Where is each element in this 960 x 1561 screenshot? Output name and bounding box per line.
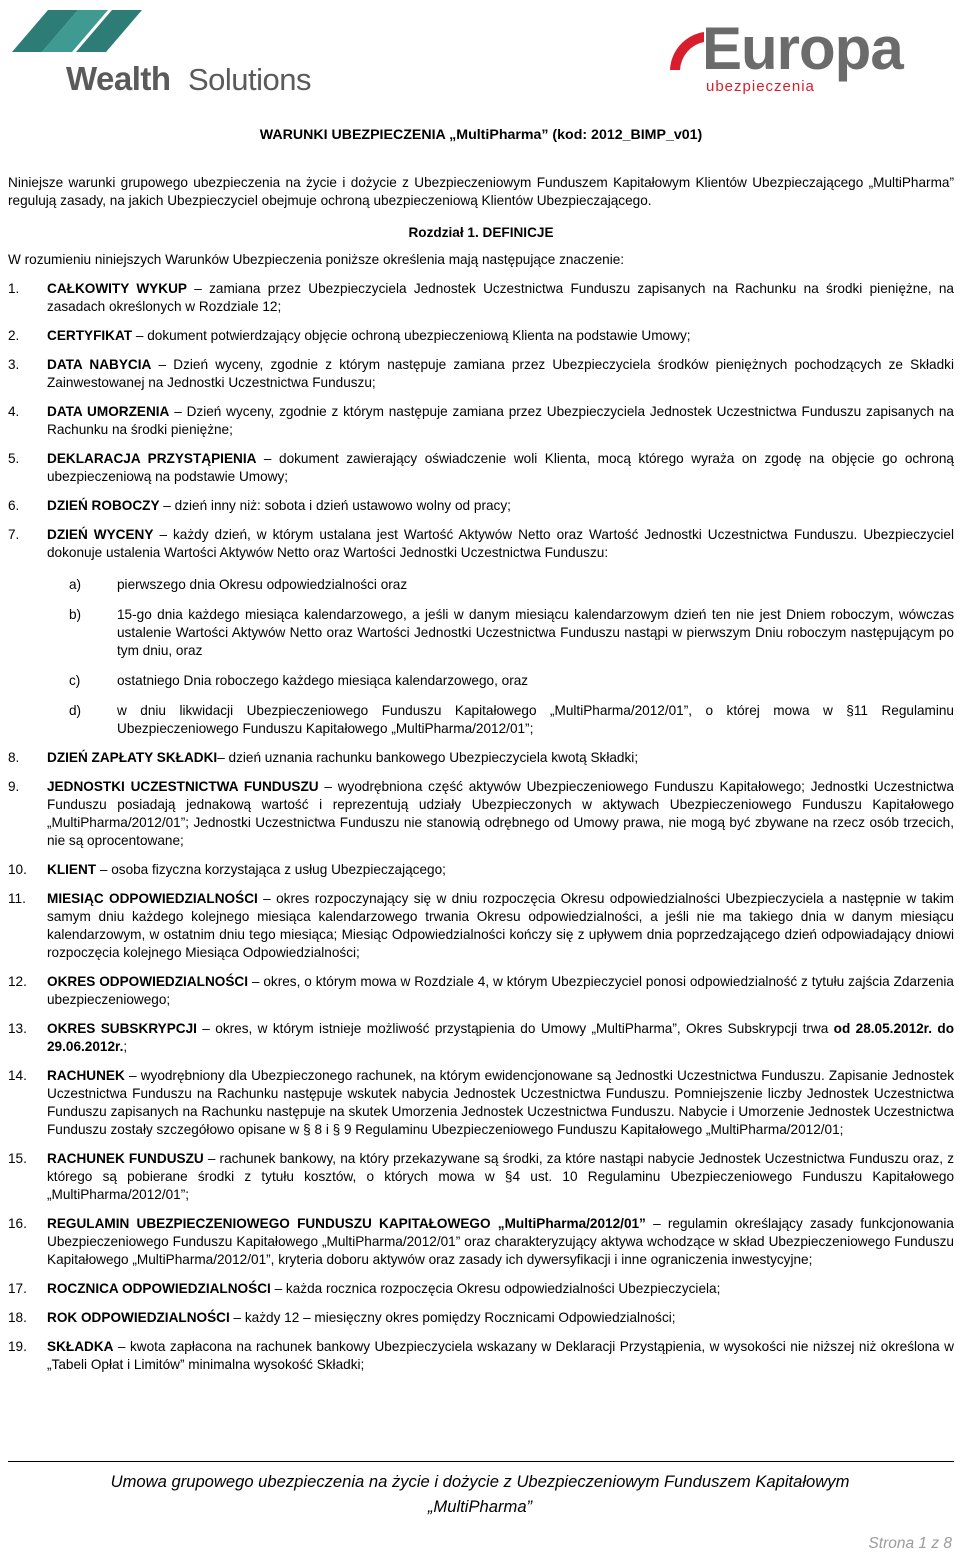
definition-body [47,1309,954,1327]
definition-body [47,973,954,1009]
definition-item [8,1215,954,1269]
definition-term: SKŁADKA [47,1339,114,1354]
document-body [8,126,954,1385]
definition-term: ROK ODPOWIEDZIALNOŚCI [47,1310,230,1325]
definition-subitem [69,702,954,738]
definition-text: – wyodrębniony dla Ubezpieczonego rachunek, na którym ewidencjonowane są Jednostki Uczestnictwa Funduszu. Zapisanie Jednostek Uczestnictwa Funduszu na Rachunku następuje wskutek nabycia Jednostek Uczestnictwa Funduszu. Pomniejszenie liczby Jednostek Uczestnictwa Funduszu zapisanych na Rachunku następuje na skutek Umorzenia Jednostek Uczestnictwa Funduszu. Nabycie i Umorzenie Jednostek Uczestnictwa Funduszu zostały szczegółowo opisane w § 8 i § 9 Regulaminu Ubezpieczeniowego Funduszu Kapitałowego „MultiPharma/2012/01; [47,1068,954,1137]
definition-text: – każdy dzień, w którym ustalana jest Wartość Aktywów Netto oraz Wartość Jednostki Uczestnictwa Funduszu. Ubezpieczyciel dokonuje ustalenia Wartości Aktywów Netto oraz Wartości Jednostki Uczestnictwa Funduszu: [47,527,954,560]
definition-term: JEDNOSTKI UCZESTNICTWA FUNDUSZU [47,779,319,794]
definition-body [47,526,954,738]
definition-body [47,1067,954,1139]
subitem-label: c) [69,673,81,688]
definition-number: 13. [8,1021,27,1036]
logo-wealth-text: Wealth [66,60,171,97]
definition-number: 1. [8,281,20,296]
page-number: Strona 1 z 8 [868,1535,952,1552]
intro-paragraph: Niniejsze warunki grupowego ubezpieczenia na życie i dożycie z Ubezpieczeniowym Funduszem Kapitałowym Klientów Ubezpieczającego „MultiPharma” regulują zasady, na jakich Ubezpieczyciel obejmuje ochroną ubezpieczeniową Klientów Ubezpieczającego. [8,175,954,208]
logo-solutions-text: Solutions [188,62,312,97]
subitem-text: ostatniego Dnia roboczego każdego miesiąca kalendarzowego, oraz [117,673,529,688]
definition-number: 14. [8,1068,27,1083]
definition-number: 2. [8,328,20,343]
definition-number: 11. [8,891,26,906]
definition-item [8,890,954,962]
definition-number: 18. [8,1310,27,1325]
definition-text: – każda rocznica rozpoczęcia Okresu odpowiedzialności Ubezpieczyciela; [270,1281,721,1296]
definition-item [8,778,954,850]
footer [0,1469,960,1519]
definition-number: 16. [8,1216,27,1231]
definition-text: – wyodrębniona część aktywów Ubezpieczeniowego Funduszu Kapitałowego; Jednostki Uczestnictwa Funduszu posiadają jednakową wartość i reprezentują udziały Ubezpieczonych w aktywach Ubezpieczeniowego Funduszu Kapitałowego „MultiPharma/2012/01”; Jednostki Uczestnictwa Funduszu nie stanowią odrębnego od Umowy prawa, nie mogą być zbywane na rzecz osób trzecich, nie są oprocentowane; [47,779,954,848]
definition-text: – Dzień wyceny, zgodnie z którym następuje zamiana przez Ubezpieczyciela Jednostek Uczestnictwa Funduszu zapisanych na Rachunku na środki pieniężne; [47,404,954,437]
definition-item [8,280,954,316]
definition-term: CAŁKOWITY WYKUP [47,281,187,296]
definition-number: 4. [8,404,20,419]
definition-text: – rachunek bankowy, na który przekazywane są środki, za które nastąpi nabycie Jednostek Uczestnictwa Funduszu oraz, z którego są pobierane środki z tytułu kosztów, o których mowa w §4 ust. 10 Regulaminu Ubezpieczeniowego Funduszu Kapitałowego „MultiPharma/2012/01”; [47,1151,955,1202]
definition-body [47,327,954,345]
definition-number: 6. [8,498,20,513]
definition-item [8,327,954,345]
definition-item [8,1150,954,1204]
definition-body [47,280,954,316]
logo-europa-subtitle: ubezpieczenia [706,78,815,95]
definition-item [8,861,954,879]
definition-text: – dzień uznania rachunku bankowego Ubezpieczyciela kwotą Składki; [217,750,639,765]
subitem-text: pierwszego dnia Okresu odpowiedzialności oraz [117,577,408,592]
definition-text: – okres, o którym mowa w Rozdziale 4, w którym Ubezpieczyciel ponosi odpowiedzialność z tytułu zajścia Zdarzenia ubezpieczeniowego; [47,974,954,1007]
definition-term: RACHUNEK FUNDUSZU [47,1151,204,1166]
definition-item [8,749,954,767]
definition-item [8,973,954,1009]
definition-term: MIESIĄC ODPOWIEDZIALNOŚCI [47,891,258,906]
definition-text: – okres rozpoczynający się w dniu rozpoczęcia Okresu odpowiedzialności Ubezpieczyciela a następnie w takim samym dniu każdego kolejnego miesiąca kalendarzowego trwania Okresu odpowiedzialności, a jeśli nie ma takiego dnia w danym miesiącu kalendarzowym, w ostatnim dniu tego miesiąca; Miesiąc Odpowiedzialności kończy się z upływem dnia poprzedzającego dzień odpowiadający dniowi rozpoczęcia kolejnego Miesiąca Odpowiedzialności; [47,891,954,960]
definition-text: – zamiana przez Ubezpieczyciela Jednostek Uczestnictwa Funduszu zapisanych na Rachunku na środki pieniężne, na zasadach określonych w Rozdziale 12; [47,281,954,314]
definition-text: – dokument zawierający oświadczenie woli Klienta, mocą którego wyraża on zgodę na objęcie go ochroną ubezpieczeniową na podstawie Umowy; [47,451,954,484]
footer-line-1: Umowa grupowego ubezpieczenia na życie i dożycie z Ubezpieczeniowym Funduszem Kapitałowym [110,1472,850,1491]
definition-text: – osoba fizyczna korzystająca z usług Ubezpieczającego; [96,862,446,877]
definition-number: 7. [8,527,20,542]
definition-term: DATA NABYCIA [47,357,152,372]
chapter-heading: Rozdział 1. DEFINICJE [408,225,554,240]
europa-arc-icon [670,32,704,70]
definition-number: 10. [8,862,27,877]
definition-term: OKRES SUBSKRYPCJI [47,1021,197,1036]
definition-term: CERTYFIKAT [47,328,133,343]
subitem-text: 15-go dnia każdego miesiąca kalendarzowego, a jeśli w danym miesiącu kalendarzowym dzień ten nie jest Dniem roboczym, wówczas ustalenie Wartości Aktywów Netto oraz Wartości Jednostki Uczestnictwa Funduszu nastąpi w pierwszym Dniu roboczym następującym po tym dniu, oraz [117,607,954,658]
definition-number: 17. [8,1281,27,1296]
footer-divider [8,1461,954,1462]
subitem-label: b) [69,607,82,622]
definition-body [47,497,954,515]
definition-text: – kwota zapłacona na rachunek bankowy Ubezpieczyciela wskazany w Deklaracji Przystąpienia, w wysokości nie niższej niż określona w „Tabeli Opłat i Limitów” minimalna wysokość Składki; [47,1339,954,1372]
definition-body [47,356,954,392]
definition-item [8,450,954,486]
subitem-label: a) [69,577,82,592]
definitions-lead: W rozumieniu niniejszych Warunków Ubezpieczenia poniższe określenia mają następujące znaczenie: [8,252,625,267]
definition-item [8,1280,954,1298]
definition-text: – dzień inny niż: sobota i dzień ustawowo wolny od pracy; [159,498,511,513]
definition-subitem [69,672,954,690]
definition-item [8,356,954,392]
definition-number: 5. [8,451,20,466]
definition-number: 15. [8,1151,27,1166]
definition-body [47,1280,954,1298]
definitions-list [8,280,954,1374]
definition-item [8,1309,954,1327]
definition-subitem [69,576,954,594]
definition-number: 8. [8,750,20,765]
definition-subitem [69,606,954,660]
definition-term: REGULAMIN UBEZPIECZENIOWEGO FUNDUSZU KAPITAŁOWEGO „MultiPharma/2012/01” [47,1216,646,1231]
definition-number: 12. [8,974,27,989]
definition-bold-tail: od 28.05.2012r. do 29.06.2012r. [47,1021,955,1054]
definition-body [47,1215,954,1269]
definition-item [8,497,954,515]
definition-term: OKRES ODPOWIEDZIALNOŚCI [47,974,249,989]
footer-line-2: „MultiPharma” [427,1497,533,1516]
definition-body [47,778,954,850]
definition-item [8,1020,954,1056]
definition-term: DZIEŃ ZAPŁATY SKŁADKI [47,750,218,765]
definition-item [8,1067,954,1139]
definition-item [8,403,954,439]
definition-body [47,1020,954,1056]
definition-term: DZIEŃ ROBOCZY [47,498,160,513]
definition-body [47,749,954,767]
definition-term: DEKLARACJA PRZYSTĄPIENIA [47,451,257,466]
definition-body [47,1150,954,1204]
definition-term: KLIENT [47,862,97,877]
definition-text: – regulamin określający zasady funkcjonowania Ubezpieczeniowego Funduszu Kapitałowego „MultiPharma/2012/01” oraz charakteryzujący aktywa wchodzące w skład Ubezpieczeniowego Funduszu Kapitałowego „MultiPharma/2012/01”, kryteria doboru aktywów oraz zasady ich dywersyfikacji i inne ograniczenia inwestycyjne; [47,1216,954,1267]
definition-tail: ; [123,1039,128,1054]
definition-number: 9. [8,779,20,794]
definition-body [47,890,954,962]
definition-term: RACHUNEK [47,1068,125,1083]
definition-text: – każdy 12 – miesięczny okres pomiędzy Rocznicami Odpowiedzialności; [229,1310,676,1325]
definition-body [47,861,954,879]
document-title: WARUNKI UBEZPIECZENIA „MultiPharma” (kod: 2012_BIMP_v01) [259,127,703,143]
definition-text: – okres, w którym istnieje możliwość przystąpienia do Umowy „MultiPharma”, Okres Subskrypcji trwa [196,1021,834,1036]
definition-term: DATA UMORZENIA [47,404,170,419]
logo-europa-text: Europa [702,15,903,82]
subitem-text: w dniu likwidacji Ubezpieczeniowego Funduszu Kapitałowego „MultiPharma/2012/01”, o której mowa w §11 Regulaminu Ubezpieczeniowego Funduszu Kapitałowego „MultiPharma/2012/01”; [117,703,954,736]
definition-term: ROCZNICA ODPOWIEDZIALNOŚCI [47,1281,271,1296]
definition-body [47,1338,954,1374]
definition-body [47,403,954,439]
definition-body [47,450,954,486]
subitem-label: d) [69,703,82,718]
definition-number: 3. [8,357,20,372]
definition-item [8,526,954,738]
definition-text: – Dzień wyceny, zgodnie z którym następuje zamiana przez Ubezpieczyciela środków pieniężnych pochodzących ze Składki Zainwestowanej na Jednostki Uczestnictwa Funduszu; [47,357,954,390]
definition-text: – dokument potwierdzający objęcie ochroną ubezpieczeniową Klienta na podstawie Umowy; [132,328,691,343]
definition-item [8,1338,954,1374]
definition-number: 19. [8,1339,27,1354]
definition-term: DZIEŃ WYCENY [47,527,154,542]
